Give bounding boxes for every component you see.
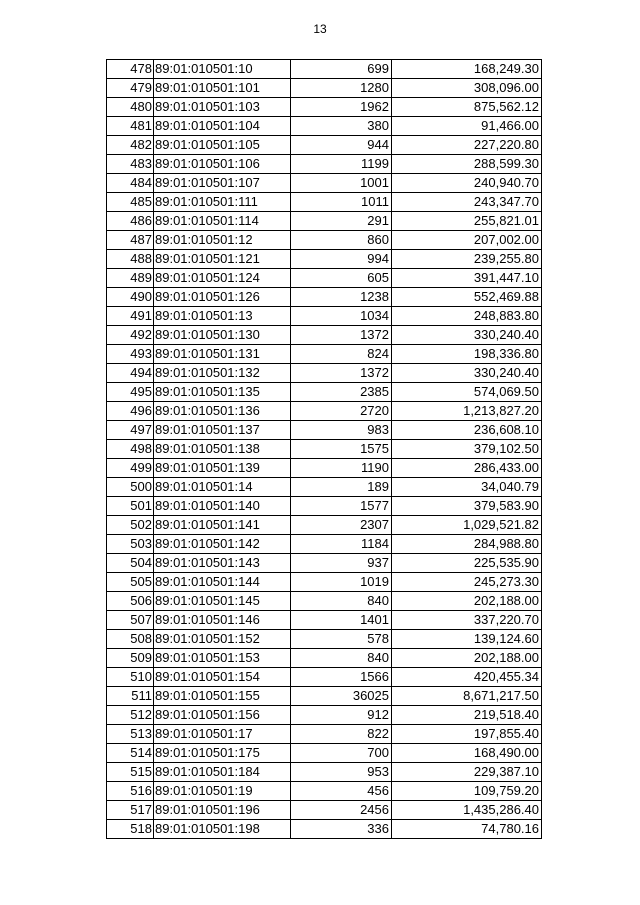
table-row <box>107 820 542 839</box>
area-cell: 1034 <box>291 307 392 326</box>
area-cell: 937 <box>291 554 392 573</box>
area-cell: 1184 <box>291 535 392 554</box>
value-cell: 225,535.90 <box>392 554 542 573</box>
page-number: 13 <box>313 22 327 36</box>
table-row <box>107 98 542 117</box>
row-number-cell: 486 <box>107 212 154 231</box>
cadastral-number-cell: 89:01:010501:107 <box>154 174 291 193</box>
row-number-cell: 507 <box>107 611 154 630</box>
value-cell: 1,029,521.82 <box>392 516 542 535</box>
area-cell: 1199 <box>291 155 392 174</box>
value-cell: 198,336.80 <box>392 345 542 364</box>
cadastral-number-cell: 89:01:010501:19 <box>154 782 291 801</box>
row-number-cell: 501 <box>107 497 154 516</box>
area-cell: 1566 <box>291 668 392 687</box>
row-number-cell: 513 <box>107 725 154 744</box>
area-cell: 1238 <box>291 288 392 307</box>
table-row <box>107 668 542 687</box>
table-row <box>107 459 542 478</box>
row-number-cell: 481 <box>107 117 154 136</box>
row-number-cell: 488 <box>107 250 154 269</box>
row-number-cell: 498 <box>107 440 154 459</box>
table-row <box>107 421 542 440</box>
table-row <box>107 60 542 79</box>
area-cell: 912 <box>291 706 392 725</box>
cadastral-number-cell: 89:01:010501:140 <box>154 497 291 516</box>
cadastral-number-cell: 89:01:010501:143 <box>154 554 291 573</box>
row-number-cell: 517 <box>107 801 154 820</box>
row-number-cell: 508 <box>107 630 154 649</box>
table-row <box>107 364 542 383</box>
table-row <box>107 193 542 212</box>
table-row <box>107 649 542 668</box>
table-row <box>107 345 542 364</box>
table-row <box>107 478 542 497</box>
table-row <box>107 307 542 326</box>
value-cell: 91,466.00 <box>392 117 542 136</box>
table-row <box>107 174 542 193</box>
area-cell: 336 <box>291 820 392 839</box>
row-number-cell: 479 <box>107 79 154 98</box>
cadastral-number-cell: 89:01:010501:111 <box>154 193 291 212</box>
value-cell: 875,562.12 <box>392 98 542 117</box>
area-cell: 1190 <box>291 459 392 478</box>
area-cell: 699 <box>291 60 392 79</box>
row-number-cell: 492 <box>107 326 154 345</box>
area-cell: 1011 <box>291 193 392 212</box>
cadastral-number-cell: 89:01:010501:196 <box>154 801 291 820</box>
row-number-cell: 490 <box>107 288 154 307</box>
table-row <box>107 497 542 516</box>
value-cell: 286,433.00 <box>392 459 542 478</box>
cadastral-number-cell: 89:01:010501:105 <box>154 136 291 155</box>
row-number-cell: 483 <box>107 155 154 174</box>
value-cell: 330,240.40 <box>392 326 542 345</box>
value-cell: 255,821.01 <box>392 212 542 231</box>
cadastral-number-cell: 89:01:010501:114 <box>154 212 291 231</box>
cadastral-number-cell: 89:01:010501:139 <box>154 459 291 478</box>
value-cell: 168,249.30 <box>392 60 542 79</box>
cadastral-number-cell: 89:01:010501:124 <box>154 269 291 288</box>
table-row <box>107 136 542 155</box>
table-row <box>107 687 542 706</box>
area-cell: 840 <box>291 592 392 611</box>
area-cell: 944 <box>291 136 392 155</box>
area-cell: 2456 <box>291 801 392 820</box>
row-number-cell: 510 <box>107 668 154 687</box>
cadastral-number-cell: 89:01:010501:154 <box>154 668 291 687</box>
row-number-cell: 499 <box>107 459 154 478</box>
value-cell: 379,583.90 <box>392 497 542 516</box>
area-cell: 189 <box>291 478 392 497</box>
cadastral-table <box>106 59 542 839</box>
value-cell: 248,883.80 <box>392 307 542 326</box>
table-row <box>107 250 542 269</box>
table-row <box>107 744 542 763</box>
cadastral-number-cell: 89:01:010501:10 <box>154 60 291 79</box>
value-cell: 109,759.20 <box>392 782 542 801</box>
row-number-cell: 496 <box>107 402 154 421</box>
cadastral-number-cell: 89:01:010501:132 <box>154 364 291 383</box>
cadastral-number-cell: 89:01:010501:137 <box>154 421 291 440</box>
cadastral-number-cell: 89:01:010501:152 <box>154 630 291 649</box>
area-cell: 1372 <box>291 326 392 345</box>
table-row <box>107 212 542 231</box>
area-cell: 983 <box>291 421 392 440</box>
value-cell: 236,608.10 <box>392 421 542 440</box>
table-row <box>107 269 542 288</box>
area-cell: 1575 <box>291 440 392 459</box>
value-cell: 574,069.50 <box>392 383 542 402</box>
table-row <box>107 706 542 725</box>
area-cell: 1577 <box>291 497 392 516</box>
area-cell: 860 <box>291 231 392 250</box>
area-cell: 2720 <box>291 402 392 421</box>
row-number-cell: 518 <box>107 820 154 839</box>
cadastral-number-cell: 89:01:010501:175 <box>154 744 291 763</box>
area-cell: 822 <box>291 725 392 744</box>
row-number-cell: 487 <box>107 231 154 250</box>
row-number-cell: 506 <box>107 592 154 611</box>
value-cell: 219,518.40 <box>392 706 542 725</box>
area-cell: 36025 <box>291 687 392 706</box>
row-number-cell: 502 <box>107 516 154 535</box>
cadastral-number-cell: 89:01:010501:13 <box>154 307 291 326</box>
area-cell: 1962 <box>291 98 392 117</box>
table-row <box>107 383 542 402</box>
area-cell: 291 <box>291 212 392 231</box>
area-cell: 578 <box>291 630 392 649</box>
table-row <box>107 554 542 573</box>
table-row <box>107 611 542 630</box>
table-row <box>107 725 542 744</box>
value-cell: 330,240.40 <box>392 364 542 383</box>
value-cell: 202,188.00 <box>392 592 542 611</box>
value-cell: 420,455.34 <box>392 668 542 687</box>
value-cell: 34,040.79 <box>392 478 542 497</box>
table-row <box>107 573 542 592</box>
row-number-cell: 491 <box>107 307 154 326</box>
cadastral-number-cell: 89:01:010501:141 <box>154 516 291 535</box>
value-cell: 197,855.40 <box>392 725 542 744</box>
area-cell: 1280 <box>291 79 392 98</box>
area-cell: 1001 <box>291 174 392 193</box>
row-number-cell: 493 <box>107 345 154 364</box>
table-row <box>107 79 542 98</box>
cadastral-number-cell: 89:01:010501:131 <box>154 345 291 364</box>
row-number-cell: 484 <box>107 174 154 193</box>
area-cell: 380 <box>291 117 392 136</box>
value-cell: 243,347.70 <box>392 193 542 212</box>
area-cell: 994 <box>291 250 392 269</box>
value-cell: 139,124.60 <box>392 630 542 649</box>
table-row <box>107 535 542 554</box>
cadastral-number-cell: 89:01:010501:130 <box>154 326 291 345</box>
row-number-cell: 495 <box>107 383 154 402</box>
table-row <box>107 402 542 421</box>
value-cell: 245,273.30 <box>392 573 542 592</box>
value-cell: 337,220.70 <box>392 611 542 630</box>
row-number-cell: 482 <box>107 136 154 155</box>
cadastral-number-cell: 89:01:010501:14 <box>154 478 291 497</box>
row-number-cell: 480 <box>107 98 154 117</box>
table-row <box>107 516 542 535</box>
cadastral-number-cell: 89:01:010501:155 <box>154 687 291 706</box>
cadastral-number-cell: 89:01:010501:121 <box>154 250 291 269</box>
area-cell: 456 <box>291 782 392 801</box>
cadastral-number-cell: 89:01:010501:146 <box>154 611 291 630</box>
row-number-cell: 505 <box>107 573 154 592</box>
table-row <box>107 782 542 801</box>
value-cell: 379,102.50 <box>392 440 542 459</box>
area-cell: 1372 <box>291 364 392 383</box>
value-cell: 229,387.10 <box>392 763 542 782</box>
area-cell: 953 <box>291 763 392 782</box>
table-row <box>107 630 542 649</box>
row-number-cell: 516 <box>107 782 154 801</box>
row-number-cell: 509 <box>107 649 154 668</box>
value-cell: 240,940.70 <box>392 174 542 193</box>
table-row <box>107 155 542 174</box>
table-row <box>107 440 542 459</box>
value-cell: 207,002.00 <box>392 231 542 250</box>
cadastral-number-cell: 89:01:010501:135 <box>154 383 291 402</box>
cadastral-number-cell: 89:01:010501:17 <box>154 725 291 744</box>
row-number-cell: 497 <box>107 421 154 440</box>
value-cell: 202,188.00 <box>392 649 542 668</box>
row-number-cell: 511 <box>107 687 154 706</box>
row-number-cell: 503 <box>107 535 154 554</box>
table-row <box>107 763 542 782</box>
value-cell: 168,490.00 <box>392 744 542 763</box>
area-cell: 700 <box>291 744 392 763</box>
row-number-cell: 504 <box>107 554 154 573</box>
cadastral-number-cell: 89:01:010501:104 <box>154 117 291 136</box>
area-cell: 824 <box>291 345 392 364</box>
cadastral-number-cell: 89:01:010501:126 <box>154 288 291 307</box>
value-cell: 74,780.16 <box>392 820 542 839</box>
value-cell: 1,435,286.40 <box>392 801 542 820</box>
value-cell: 8,671,217.50 <box>392 687 542 706</box>
value-cell: 552,469.88 <box>392 288 542 307</box>
value-cell: 239,255.80 <box>392 250 542 269</box>
cadastral-number-cell: 89:01:010501:142 <box>154 535 291 554</box>
area-cell: 840 <box>291 649 392 668</box>
value-cell: 308,096.00 <box>392 79 542 98</box>
row-number-cell: 494 <box>107 364 154 383</box>
cadastral-number-cell: 89:01:010501:156 <box>154 706 291 725</box>
area-cell: 2385 <box>291 383 392 402</box>
table-row <box>107 801 542 820</box>
area-cell: 1019 <box>291 573 392 592</box>
row-number-cell: 500 <box>107 478 154 497</box>
cadastral-number-cell: 89:01:010501:138 <box>154 440 291 459</box>
cadastral-number-cell: 89:01:010501:136 <box>154 402 291 421</box>
cadastral-number-cell: 89:01:010501:106 <box>154 155 291 174</box>
area-cell: 2307 <box>291 516 392 535</box>
value-cell: 284,988.80 <box>392 535 542 554</box>
row-number-cell: 478 <box>107 60 154 79</box>
table-row <box>107 592 542 611</box>
value-cell: 391,447.10 <box>392 269 542 288</box>
area-cell: 1401 <box>291 611 392 630</box>
row-number-cell: 489 <box>107 269 154 288</box>
cadastral-number-cell: 89:01:010501:145 <box>154 592 291 611</box>
area-cell: 605 <box>291 269 392 288</box>
row-number-cell: 512 <box>107 706 154 725</box>
cadastral-number-cell: 89:01:010501:144 <box>154 573 291 592</box>
cadastral-number-cell: 89:01:010501:101 <box>154 79 291 98</box>
table-row <box>107 326 542 345</box>
value-cell: 227,220.80 <box>392 136 542 155</box>
cadastral-number-cell: 89:01:010501:198 <box>154 820 291 839</box>
row-number-cell: 514 <box>107 744 154 763</box>
table-row <box>107 117 542 136</box>
table-row <box>107 231 542 250</box>
table-row <box>107 288 542 307</box>
cadastral-number-cell: 89:01:010501:103 <box>154 98 291 117</box>
row-number-cell: 515 <box>107 763 154 782</box>
value-cell: 1,213,827.20 <box>392 402 542 421</box>
table-body <box>107 60 542 839</box>
cadastral-number-cell: 89:01:010501:184 <box>154 763 291 782</box>
cadastral-number-cell: 89:01:010501:12 <box>154 231 291 250</box>
row-number-cell: 485 <box>107 193 154 212</box>
value-cell: 288,599.30 <box>392 155 542 174</box>
cadastral-number-cell: 89:01:010501:153 <box>154 649 291 668</box>
